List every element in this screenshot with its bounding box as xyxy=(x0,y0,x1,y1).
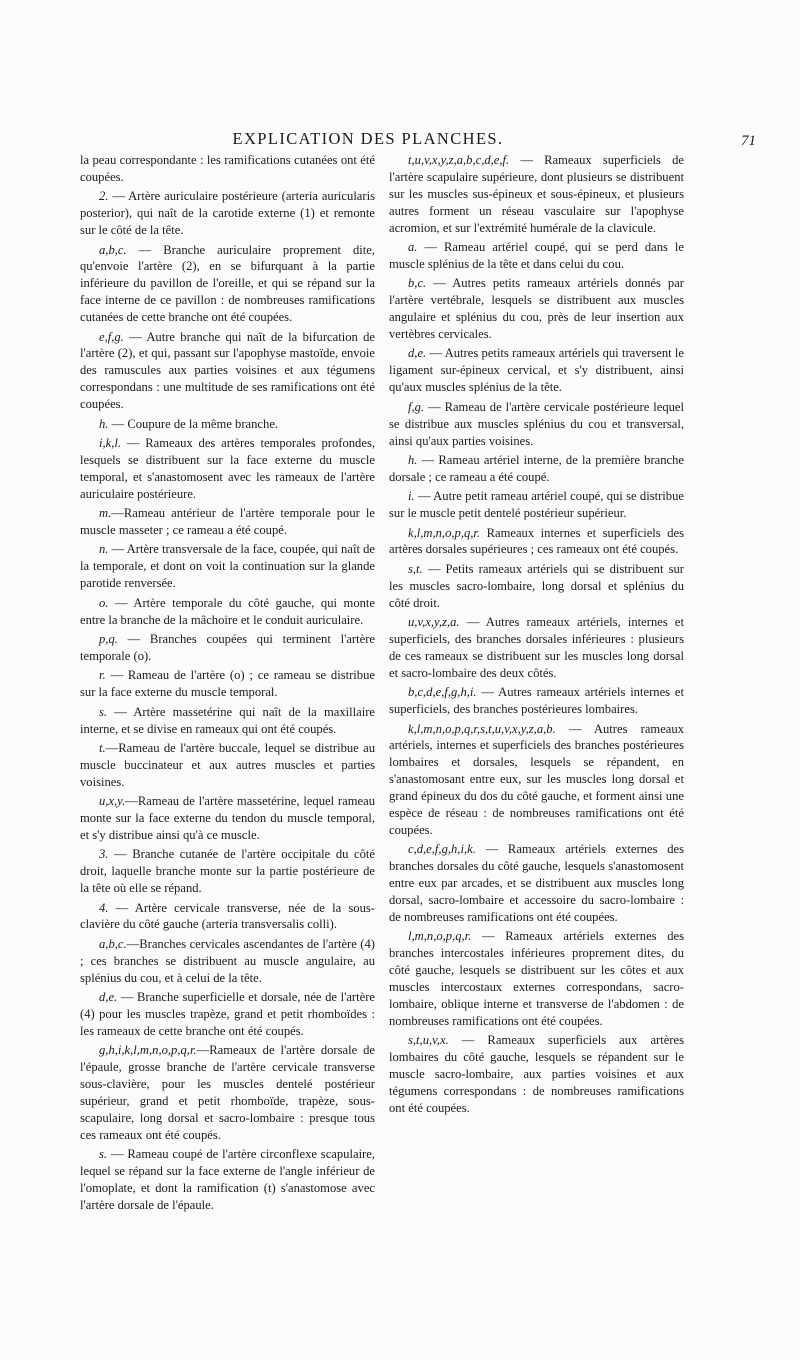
entry-paragraph xyxy=(80,188,375,239)
entry-paragraph xyxy=(389,1032,684,1117)
entry-paragraph xyxy=(389,561,684,612)
entry-label: a,b,c. xyxy=(99,242,127,257)
page-number: 71 xyxy=(741,133,756,149)
entry-text: — Artère transversale de la face, coupée, qui naît de la temporale, et dont on voit la continuation sur la glande parotide renversée. xyxy=(80,542,375,591)
entry-text: — Branche auriculaire proprement dite, qu'envoie l'artère (2), en se bifurquant à la partie inférieure du pavillon de l'oreille, et qui se répand sur la face interne de ce pavillon : de nombreuses ramifications cutanées de cette branche ont été coupées. xyxy=(80,242,375,325)
entry-paragraph xyxy=(389,841,684,926)
entry-text: — Rameau artériel interne, de la première branche dorsale ; ce rameau a été coupé. xyxy=(389,452,684,484)
entry-label: s. xyxy=(99,1147,108,1162)
entry-label: 4. xyxy=(99,900,109,915)
entry-text: — Artère massetérine qui naît de la maxillaire interne, et se divise en rameaux qui ont été coupés. xyxy=(80,704,375,736)
entry-label: u,v,x,y,z,a. xyxy=(408,615,460,630)
entry-paragraph xyxy=(80,242,375,327)
entry-label: a. xyxy=(408,240,418,255)
entry-paragraph xyxy=(80,900,375,934)
entry-text: — Rameaux superficiels de l'artère scapulaire supérieure, dont plusieurs se distribuent sur les muscles sus-épineux et sous-épineux, et plusieurs autres forment un réseau vasculaire sur l'apophyse acromion, et sur l'extrémité humérale de la clavicule. xyxy=(389,153,684,235)
entry-paragraph xyxy=(389,275,684,343)
entry-label: k,l,m,n,o,p,q,r. xyxy=(408,525,481,540)
entry-paragraph xyxy=(80,846,375,897)
entry-label: d,e. xyxy=(408,346,427,361)
entry-text: —Rameau antérieur de l'artère temporale pour le muscle masseter ; ce rameau a été coupé. xyxy=(80,506,375,538)
entry-label: h. xyxy=(408,452,418,467)
entry-paragraph xyxy=(80,793,375,844)
entry-paragraph xyxy=(80,416,375,433)
entry-text: — Petits rameaux artériels qui se distribuent sur les muscles sacro-lombaire, long dorsal et splénius du côté droit. xyxy=(389,561,684,610)
entry-text: — Artère auriculaire postérieure (arteria auricularis posterior), qui naît de la carotide externe (1) et remonte sur le côté de la tête. xyxy=(80,189,375,238)
entry-text: — Autres petits rameaux artériels qui traversent le ligament sur-épineux cervical, et s'y distribuent, ainsi qu'aux muscles splénius de la tête. xyxy=(389,346,684,395)
entry-label: a,b,c. xyxy=(99,936,127,951)
entry-paragraph xyxy=(80,740,375,791)
entry-text: —Rameaux de l'artère dorsale de l'épaule, grosse branche de l'artère cervicale transverse sous-clavière, pour les muscles dentelé postérieur supérieur, grand et petit rhomboïde, trapèze, sous-scapulaire, long dorsal et sacro-lombaire : presque tous ces rameaux ont été coupés. xyxy=(80,1043,375,1142)
entry-label: i,k,l. xyxy=(99,436,122,450)
left-column xyxy=(80,152,375,1216)
entry-paragraph xyxy=(80,435,375,503)
entry-label: s. xyxy=(99,704,108,719)
entry-text: —Rameau de l'artère massetérine, lequel rameau monte sur la face externe du tendon du muscle temporal, et s'y distribue ainsi qu'à ce muscle. xyxy=(80,794,375,842)
entry-label: r. xyxy=(99,668,106,683)
entry-paragraph xyxy=(80,541,375,592)
entry-paragraph xyxy=(80,152,375,186)
entry-paragraph xyxy=(80,329,375,414)
page-header xyxy=(0,127,800,151)
entry-label: s,t,u,v,x. xyxy=(408,1033,449,1048)
entry-paragraph xyxy=(80,595,375,629)
entry-text: — Autres rameaux artériels internes et superficiels, des branches postérieures lombaires. xyxy=(389,685,684,717)
entry-label: i. xyxy=(408,489,415,504)
entry-text: — Rameaux artériels externes des branches dorsales du côté gauche, lesquels s'anastomosent entre eux par arcades, et se distribuent aux muscles long dorsal, sacro-lombaire et accessoire du sacro-lombaire : de nombreuses ramifications ont été coupées. xyxy=(389,842,684,924)
entry-paragraph xyxy=(80,704,375,738)
entry-paragraph xyxy=(389,525,684,559)
entry-label: k,l,m,n,o,p,q,r,s,t,u,v,x,y,z,a,b. xyxy=(408,721,556,736)
entry-paragraph xyxy=(389,684,684,718)
entry-text: — Rameau coupé de l'artère circonflexe scapulaire, lequel se répand sur la face externe de l'angle inférieur de l'omoplate, et dont la ramification (t) s'anastomose avec l'artère dorsale de l'épaule. xyxy=(80,1147,375,1212)
entry-text: — Autres rameaux artériels, internes et superficiels des branches postérieures lombaires et dorsales, lesquels se répandent, en s'anastomosant entre eux, sur les muscles long dorsal et grand épineux du dos du côté gauche, et forment ainsi une espèce de réseau : de nombreuses ramifications ont été coupées. xyxy=(389,721,684,837)
entry-text: — Branche cutanée de l'artère occipitale du côté droit, laquelle branche monte sur la partie postérieure de la tête où elle se répand. xyxy=(80,847,375,896)
entry-paragraph xyxy=(389,614,684,682)
entry-paragraph xyxy=(389,399,684,450)
entry-paragraph xyxy=(389,488,684,522)
entry-label: l,m,n,o,p,q,r. xyxy=(408,929,472,944)
entry-label: s,t. xyxy=(408,561,423,576)
entry-label: p,q. xyxy=(99,631,118,646)
right-column xyxy=(389,152,684,1119)
entry-label: h. xyxy=(99,416,109,431)
entry-paragraph xyxy=(389,721,684,839)
entry-text: — Autre branche qui naît de la bifurcation de l'artère (2), et qui, passant sur l'apophyse mastoïde, envoie des ramuscules aux parties voisines et aux tégumens correspondans : une multitude de ses ramifications ont été coupées. xyxy=(80,329,375,412)
entry-label: f,g. xyxy=(408,399,425,414)
entry-text: — Rameaux des artères temporales profondes, lesquels se distribuent sur la face externe du muscle temporal, et s'anastomosent avec les rameaux de l'artère auriculaire postérieure. xyxy=(80,436,375,501)
entry-paragraph xyxy=(80,989,375,1040)
entry-text: — Autres petits rameaux artériels donnés par l'artère vertébrale, lesquels se distribuent aux muscles angulaire et splénius du cou, près de leur insertion aux vertèbres cervicales. xyxy=(389,276,684,342)
entry-paragraph xyxy=(80,1146,375,1214)
entry-text: Rameaux internes et superficiels des artères dorsales supérieures ; ces rameaux ont été coupés. xyxy=(389,525,684,557)
entry-text: — Rameau de l'artère cervicale postérieure lequel se distribue aux muscles splénius du cou et transversal, ainsi qu'aux parties voisines. xyxy=(389,399,684,448)
entry-paragraph xyxy=(80,667,375,701)
entry-label: t. xyxy=(99,740,106,755)
entry-text: — Artère cervicale transverse, née de la sous-clavière du côté gauche (arteria transversalis colli). xyxy=(80,900,375,932)
entry-text: — Rameaux superficiels aux artères lombaires du côté gauche, lesquels se répandent sur le muscle sacro-lombaire, aux parties voisines et aux tégumens correspondans : de nombreuses ramifications ont été coupées. xyxy=(389,1033,684,1115)
entry-text: — Branche superficielle et dorsale, née de l'artère (4) pour les muscles trapèze, grand et petit rhomboïdes : les rameaux de cette branche ont été coupés. xyxy=(80,990,375,1038)
entry-paragraph xyxy=(389,345,684,396)
entry-paragraph xyxy=(80,631,375,665)
entry-label: t,u,v,x,y,z,a,b,c,d,e,f. xyxy=(408,153,510,167)
entry-paragraph xyxy=(80,936,375,987)
entry-label: d,e. xyxy=(99,990,118,1005)
entry-label: g,h,i,k,l,m,n,o,p,q,r. xyxy=(99,1043,197,1058)
entry-label: e,f,g. xyxy=(99,329,124,344)
entry-text: — Rameaux artériels externes des branches intercostales inférieures proprement dites, du côté gauche, lesquels se distribuent sur les côtes et aux muscles intercostaux externes correspondans, sacro-lombaire, oblique interne et transverse de l'abdomen : de nombreuses ramifications ont été coupées. xyxy=(389,929,684,1028)
entry-label: b,c,d,e,f,g,h,i. xyxy=(408,685,477,700)
entry-paragraph xyxy=(80,505,375,539)
entry-text: —Rameau de l'artère buccale, lequel se distribue au muscle buccinateur et aux autres muscles et parties voisines. xyxy=(80,740,375,789)
entry-text: la peau correspondante : les ramifications cutanées ont été coupées. xyxy=(80,153,375,184)
entry-label: u,x,y. xyxy=(99,794,126,809)
entry-label: 2. xyxy=(99,189,109,204)
entry-label: m. xyxy=(99,506,112,521)
entry-text: — Rameau de l'artère (o) ; ce rameau se distribue sur la face externe du muscle temporal. xyxy=(80,668,375,700)
entry-text: — Rameau artériel coupé, qui se perd dans le muscle splénius de la tête et dans celui du cou. xyxy=(389,240,684,271)
entry-label: 3. xyxy=(99,847,109,862)
page-title: EXPLICATION DES PLANCHES. xyxy=(232,129,504,148)
entry-text: — Artère temporale du côté gauche, qui monte entre la branche de la mâchoire et le conduit auriculaire. xyxy=(80,595,375,627)
entry-text: — Autre petit rameau artériel coupé, qui se distribue sur le muscle petit dentelé postérieur supérieur. xyxy=(389,489,684,521)
entry-paragraph xyxy=(389,239,684,273)
entry-text: — Branches coupées qui terminent l'artère temporale (o). xyxy=(80,631,375,663)
entry-text: — Autres rameaux artériels, internes et superficiels, des branches dorsales inférieures : plusieurs de ces rameaux se distribuent sur les muscles long dorsal et sacro-lombaire des deux côtés. xyxy=(389,615,684,680)
entry-text: —Branches cervicales ascendantes de l'artère (4) ; ces branches se distribuent au muscle angulaire, au splénius du cou, et à celui de la tête. xyxy=(80,936,375,985)
entry-label: n. xyxy=(99,542,109,557)
entry-paragraph xyxy=(389,452,684,486)
entry-text: — Coupure de la même branche. xyxy=(108,416,279,431)
entry-paragraph xyxy=(389,152,684,237)
entry-label: b,c. xyxy=(408,276,427,291)
entry-paragraph xyxy=(389,928,684,1029)
entry-paragraph xyxy=(80,1042,375,1143)
entry-label: o. xyxy=(99,595,109,610)
entry-label: c,d,e,f,g,h,i,k. xyxy=(408,842,476,857)
